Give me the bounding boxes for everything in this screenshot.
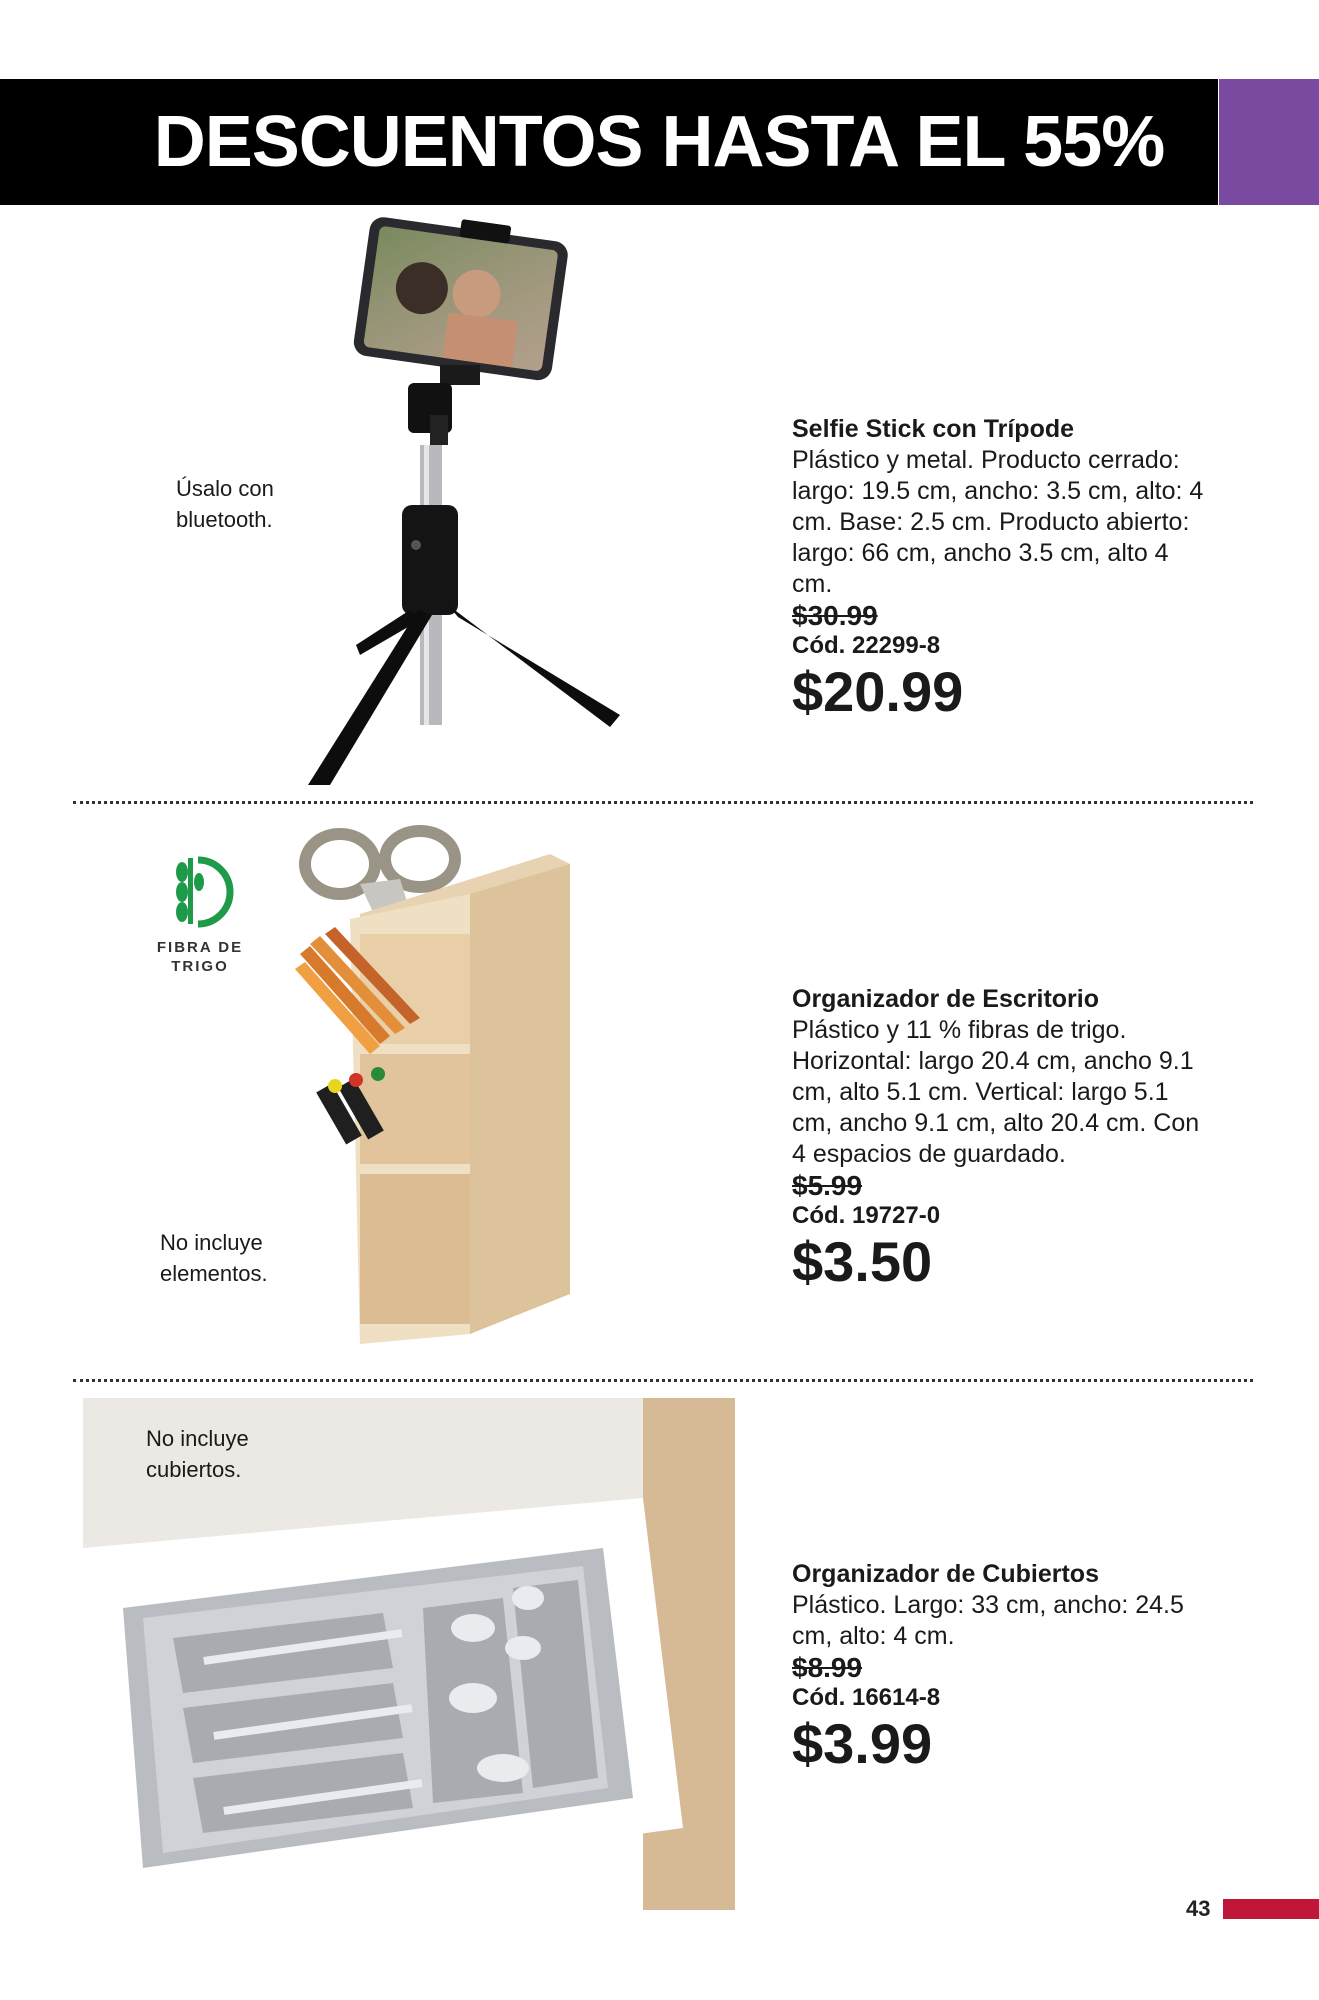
- fibra-de-trigo-badge: FIBRA DE TRIGO: [156, 939, 244, 975]
- product-price: $3.99: [792, 1712, 933, 1775]
- product-code: Cód. 19727-0: [792, 1202, 941, 1229]
- product-note: No incluye cubiertos.: [146, 1426, 249, 1482]
- product-name: Organizador de Cubiertos: [792, 1560, 1099, 1588]
- product-old-price: $30.99: [792, 600, 878, 631]
- page-number: 43: [1186, 1896, 1211, 1921]
- section-divider: [73, 801, 1253, 804]
- product-name: Organizador de Escritorio: [792, 985, 1100, 1013]
- product-price: $3.50: [792, 1230, 933, 1293]
- desk-organizer-image: [290, 824, 580, 1354]
- selfie-stick-tripod-image: [300, 215, 640, 785]
- section-divider: [73, 1379, 1253, 1382]
- product-description: Plástico y metal. Producto cerrado: largo: 19.5 cm, ancho: 3.5 cm, alto: 4 cm. Base: 2.5 cm. Producto abierto: largo: 66 cm, ancho 3.5 cm, alto 4 cm.: [792, 446, 1204, 598]
- product-info: [792, 984, 1212, 1294]
- product-note: No incluye elementos.: [160, 1230, 268, 1286]
- product-old-price: $8.99: [792, 1652, 863, 1683]
- product-info: [792, 414, 1212, 724]
- product-name: Selfie Stick con Trípode: [792, 415, 1075, 443]
- product-description: Plástico y 11 % fibras de trigo. Horizontal: largo 20.4 cm, ancho 9.1 cm, alto 5.1 cm. Vertical: largo 5.1 cm, ancho 9.1 cm, alto 20.4 cm. Con 4 espacios de guardado.: [792, 1016, 1200, 1168]
- header-accent-block: [1219, 79, 1319, 205]
- product-note: Úsalo con bluetooth.: [176, 476, 274, 532]
- page-title: DESCUENTOS HASTA EL 55%: [153, 102, 1165, 182]
- fibra-de-trigo-icon: [158, 852, 240, 932]
- header-banner: [0, 79, 1218, 205]
- product-code: Cód. 22299-8: [792, 632, 941, 659]
- product-code: Cód. 16614-8: [792, 1684, 941, 1711]
- product-description: Plástico. Largo: 33 cm, ancho: 24.5 cm, alto: 4 cm.: [792, 1591, 1184, 1650]
- product-old-price: $5.99: [792, 1170, 863, 1201]
- product-price: $20.99: [792, 660, 964, 723]
- page-number-bar: [1223, 1899, 1319, 1919]
- product-info: [792, 1559, 1212, 1776]
